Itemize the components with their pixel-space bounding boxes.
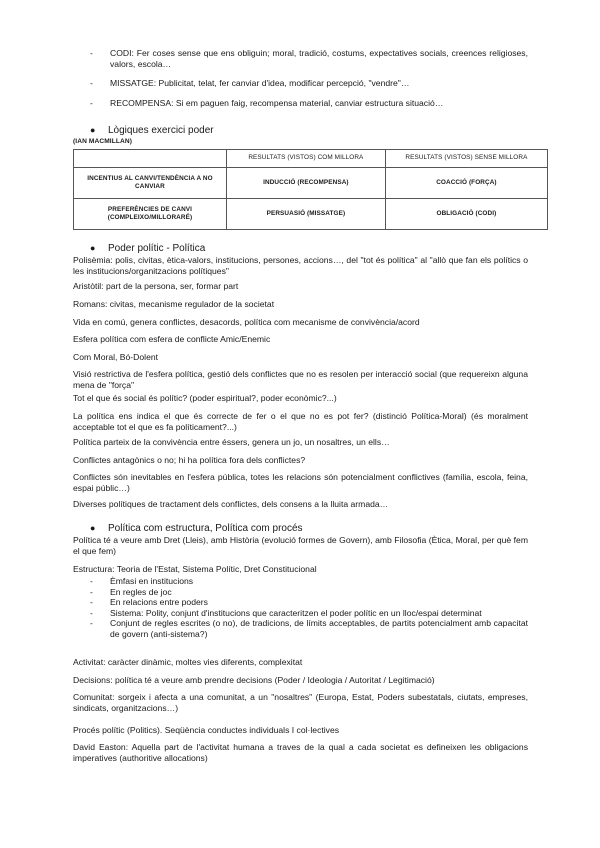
paragraph: Comunitat: sorgeix i afecta a una comunitat, a un "nosaltres" (Europa, Estat, Poders subestatals, ciutats, empreses, sindicats, organitzacions…) — [73, 692, 528, 713]
table-header-cell — [74, 150, 227, 168]
paragraph: Conflictes són inevitables en l'esfera pública, totes les relacions són potencialment conflictives (família, escola, feina, espai públic…) — [73, 472, 528, 493]
table-cell: PERSUASIÓ (MISSATGE) — [226, 199, 385, 230]
paragraph: Activitat: caràcter dinàmic, moltes vies diferents, complexitat — [73, 657, 303, 667]
table-cell: COACCIÓ (FORÇA) — [385, 168, 547, 199]
section-title: Poder polític - Política — [108, 243, 206, 254]
paragraph: Estructura: Teoria de l'Estat, Sistema Polític, Dret Constitucional — [73, 564, 317, 574]
paragraph: Política parteix de la convivència entre éssers, genera un jo, un nosaltres, un ells… — [73, 437, 390, 447]
section-subtitle: (IAN MACMILLAN) — [73, 138, 132, 145]
paragraph: Tot el que és social és polític? (poder espiritual?, poder econòmic?...) — [73, 393, 337, 403]
paragraph: Diverses polítiques de tractament dels conflictes, dels consens a la lluita armada… — [73, 499, 389, 509]
table-row — [74, 168, 548, 199]
paragraph: Esfera política com esfera de conflicte Amic/Enemic — [73, 334, 271, 344]
bullet-icon: ● — [90, 243, 96, 253]
paragraph: Aristòtil: part de la persona, ser, formar part — [73, 281, 239, 291]
list-item: - Conjunt de regles escrites (o no), de tradicions, de límits acceptables, de partits potencialment amb capacitat de govern (anti-sistema?) — [90, 618, 528, 639]
list-item: - CODI: Fer coses sense que ens obliguin; moral, tradició, costums, expectatives socials, creences religioses, valors, escola… — [90, 48, 528, 69]
table-header-cell: RESULTATS (VISTOS) COM MILLORA — [226, 150, 385, 168]
paragraph: Conflictes antagònics o no; hi ha política fora dels conflictes? — [73, 455, 306, 465]
table-cell: INDUCCIÓ (RECOMPENSA) — [226, 168, 385, 199]
section-title: Política com estructura, Política com procés — [108, 523, 303, 534]
section-title: Lògiques exercici poder — [108, 125, 214, 136]
paragraph: David Easton: Aquella part de l'activitat humana a traves de la qual a cada societat es defineixen les obligacions imperatives (authoritive allocations) — [73, 742, 528, 763]
paragraph: Romans: civitas, mecanisme regulador de la societat — [73, 299, 275, 309]
list-item: - MISSATGE: Publicitat, telat, fer canviar d'idea, modificar percepció, "vendre"… — [90, 78, 528, 89]
paragraph: Vida en comú, genera conflictes, desacords, política com mecanisme de convivència/acord — [73, 317, 420, 327]
estructura-dash-list — [90, 576, 528, 639]
list-item: - En relacions entre poders — [90, 597, 528, 608]
logiques-table — [73, 149, 548, 230]
table-header-row — [74, 150, 548, 168]
paragraph: Decisions: política té a veure amb prendre decisions (Poder / Ideologia / Autoritat / Legitimació) — [73, 675, 435, 685]
paragraph: Política té a veure amb Dret (Lleis), amb Història (evolució formes de Govern), amb Filosofia (Ètica, Moral, per què fem el que fem) — [73, 535, 528, 556]
section-heading-estructura — [90, 522, 303, 535]
list-item: - RECOMPENSA: Si em paguen faig, recompensa material, canviar estructura situació… — [90, 98, 528, 109]
bullet-icon: ● — [90, 523, 96, 533]
table-header-cell: RESULTATS (VISTOS) SENSE MILLORA — [385, 150, 547, 168]
paragraph: Com Moral, Bó-Dolent — [73, 352, 159, 362]
section-heading-poder — [90, 242, 205, 255]
table-row — [74, 199, 548, 230]
paragraph: Visió restrictiva de l'esfera política, gestió dels conflictes que no es resolen per interacció social (que requereixn alguna mena de "força" — [73, 369, 528, 390]
top-dash-list — [90, 48, 528, 117]
paragraph: La política ens indica el que és correcte de fer o el que no es pot fer? (distinció Política-Moral) (és moralment acceptable tot el que es fa políticament?...) — [73, 411, 528, 432]
paragraph: Procés polític (Politics). Seqüència conductes individuals I col·lectives — [73, 725, 340, 735]
section-heading-logiques — [90, 124, 214, 137]
paragraph: Polisèmia: polis, civitas, ètica-valors, institucions, persones, accions…, del "tot és política" al "allò que fan els polítics o les institucions/organitzacions polítiques" — [73, 255, 528, 276]
list-item: - Èmfasi en institucions — [90, 576, 528, 587]
table-cell: OBLIGACIÓ (CODI) — [385, 199, 547, 230]
bullet-icon: ● — [90, 125, 96, 135]
table-cell: PREFERÈNCIES DE CANVI (COMPLEIXO/MILLORARÉ) — [74, 199, 227, 230]
list-item: - Sistema: Polity, conjunt d'institucions que caracteritzen el poder polític en un lloc/espai determinat — [90, 608, 528, 619]
list-item: - En regles de joc — [90, 587, 528, 598]
table-cell: INCENTIUS AL CANVI/TENDÈNCIA A NO CANVIAR — [74, 168, 227, 199]
